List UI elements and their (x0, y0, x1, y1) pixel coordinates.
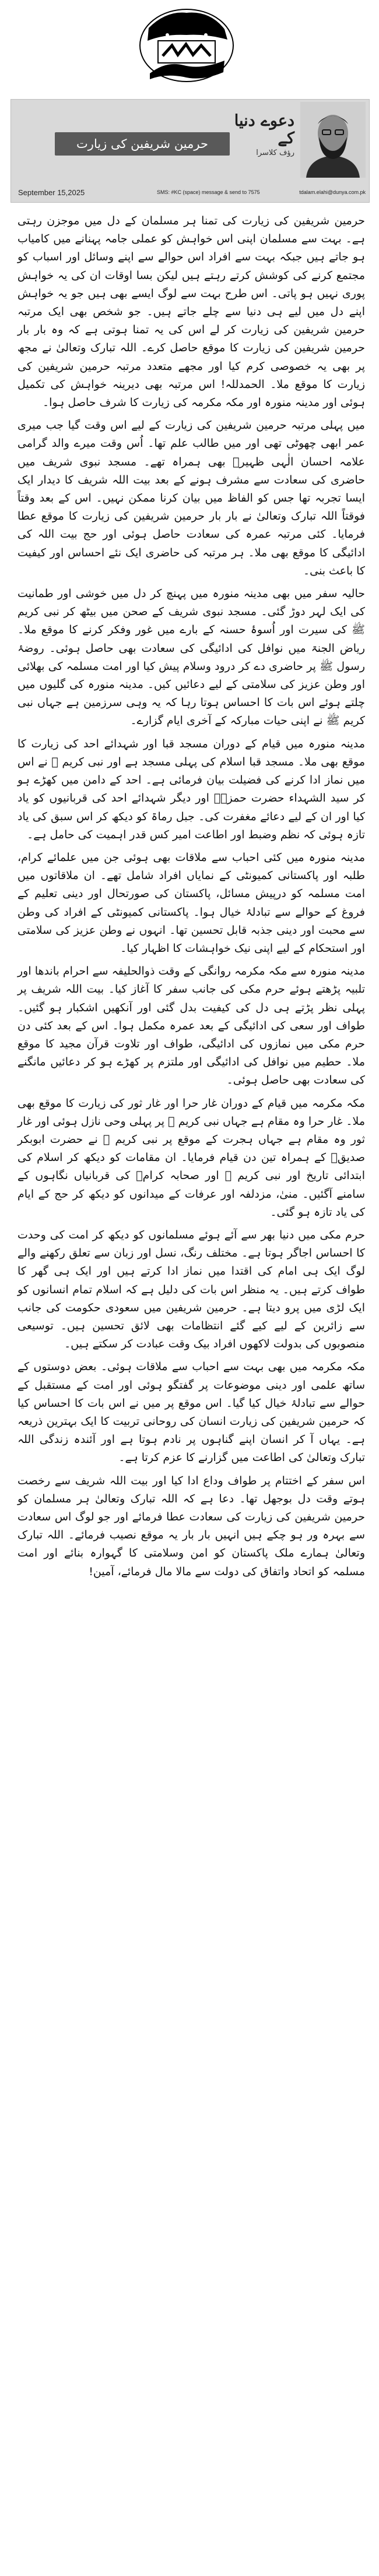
author-email[interactable]: tdalam.elahi@dunya.com.pk (299, 189, 366, 195)
article-paragraph: حالیہ سفر میں بھی مدینہ منورہ میں پہنچ کر دل میں خوشی اور طمانیت کی ایک لہر دوڑ گئی۔ مسجد نبوی شریف کے صحن میں بیٹھ کر نبی کریم ﷺ کی سیرت اور اُسوۂ حسنہ کے بارے میں غور وفکر کرنے کا موقع ملا۔ ریاض الجنۃ میں نوافل کی ادائیگی کی سعادت بھی حاصل ہوئی۔ روضۂ رسول ﷺ پر حاضری دے کر درود وسلام پیش کیا اور امت مسلمہ کی بھلائی اور وطن عزیز کی سلامتی کے لیے دعائیں کیں۔ مدینہ منورہ کی گلیوں میں چلتے ہوئے اس بات کا احساس ہوتا رہا کہ یہ وہی سرزمین ہے جہاں نبی کریم ﷺ نے اپنی حیات مبارکہ کے آخری ایام گزارے۔ (17, 587, 365, 728)
article-body (17, 212, 365, 1586)
author-portrait-image (300, 102, 366, 178)
article-paragraph: مکہ مکرمہ میں بھی بہت سے احباب سے ملاقات ہوئی۔ بعض دوستوں کے ساتھ علمی اور دینی موضوعات پر گفتگو ہوئی اور امت کے مستقبل کے حوالے سے تبادلۂ خیال کیا گیا۔ اس موقع پر میں نے اس بات کا احساس کیا کہ حرمین شریفین کی زیارت انسان کی روحانی تربیت کا ایک بہترین ذریعہ ہے۔ یہاں آ کر انسان اپنے گناہوں پر نادم ہوتا ہے اور آئندہ زندگی اللہ تبارک وتعالیٰ کی اطاعت میں گزارنے کا عزم کرتا ہے۔ (17, 1360, 365, 1465)
article-paragraph: مکہ مکرمہ میں قیام کے دوران غار حرا اور غار ثور کی زیارت کا موقع بھی ملا۔ غار حرا وہ مقام ہے جہاں نبی کریم ﷺ پر پہلی وحی نازل ہوئی اور غار ثور وہ مقام ہے جہاں ہجرت کے موقع پر نبی کریم ﷺ نے حضرت ابوبکر صدیقؓ کے ہمراہ تین دن قیام فرمایا۔ ان مقامات کو دیکھ کر اسلام کی ابتدائی تاریخ اور نبی کریم ﷺ اور صحابہ کرامؓ کی قربانیاں نگاہوں کے سامنے آگئیں۔ منیٰ، مزدلفہ اور عرفات کے میدانوں کو دیکھ کر حج کے ایام کی یاد تازہ ہو گئی۔ (17, 1096, 365, 1219)
publish-date: September 15,2025 (18, 188, 85, 197)
dunya-logo-graphic (137, 5, 236, 85)
article-paragraph: حرم مکی میں دنیا بھر سے آئے ہوئے مسلمانوں کو دیکھ کر امت کی وحدت کا احساس اجاگر ہوتا ہے۔ مختلف رنگ، نسل اور زبان سے تعلق رکھنے والے لوگ ایک ہی امام کی اقتدا میں نماز ادا کرتے ہیں اور ایک ہی گھر کا طواف کرتے ہیں۔ یہ منظر اس بات کی دلیل ہے کہ اسلام تمام انسانوں کو ایک لڑی میں پرو دیتا ہے۔ حرمین شریفین میں سعودی حکومت کی جانب سے زائرین کے لیے کیے گئے انتظامات بھی لائق تحسین ہیں۔ توسیعی منصوبوں کی بدولت لاکھوں افراد بیک وقت عبادت کر سکتے ہیں۔ (17, 1228, 365, 1351)
article-paragraph: مدینہ منورہ میں قیام کے دوران مسجد قبا اور شہدائے احد کی زیارت کا موقع بھی ملا۔ مسجد قبا اسلام کی پہلی مسجد ہے اور نبی کریم ﷺ نے اس میں نماز ادا کرنے کی فضیلت بیان فرمائی ہے۔ احد کے دامن میں کھڑے ہو کر سید الشہداء حضرت حمزہؓ اور دیگر شہدائے احد کی قربانیوں کو یاد کیا اور ان کے لیے دعائے مغفرت کی۔ جبل رماۃ کو دیکھ کر اس سبق کی یاد تازہ ہوئی کہ نظم وضبط اور اطاعت امیر کس قدر اہمیت کی حامل ہے۔ (17, 737, 365, 841)
author-portrait (300, 102, 366, 178)
column-brand: دعوے دنیا کے (234, 112, 294, 147)
article-paragraph: مدینہ منورہ سے مکہ مکرمہ روانگی کے وقت ذوالحلیفہ سے احرام باندھا اور تلبیہ پڑھتے ہوئے حرم مکی کی جانب سفر کا آغاز کیا۔ بیت اللہ شریف پر پہلی نظر پڑتے ہی دل کی کیفیت بدل گئی اور آنکھیں اشکبار ہو گئیں۔ طواف اور سعی کی ادائیگی کے بعد عمرہ مکمل ہوا۔ اس کے بعد کئی دن حرم مکی میں نمازوں کی ادائیگی، طواف اور تلاوت قرآن مجید کا موقع ملا۔ حطیم میں نوافل کی ادائیگی اور ملتزم پر کھڑے ہو کر دعائیں مانگنے کی سعادت بھی حاصل ہوئی۔ (17, 965, 365, 1087)
article-paragraph: حرمین شریفین کی زیارت کی تمنا ہر مسلمان کے دل میں موجزن رہتی ہے۔ بہت سے مسلمان اپنی اس خواہش کو عملی جامہ پہنانے میں کامیاب ہو جاتے ہیں جبکہ بہت سے افراد اس حوالے سے اپنے وسائل اور اسباب کو مجتمع کرنے کی کوشش کرتے رہتے ہیں لیکن بسا اوقات ان کی یہ خواہش پوری نہیں ہو پاتی۔ اس طرح بہت سے لوگ ایسے بھی ہیں جو یہ خواہش اپنے دل میں لیے ہی دنیا سے چلے جاتے ہیں۔ جو شخص بھی ایک مرتبہ حرمین شریفین کی زیارت کر لے اس کی یہ تمنا ہوتی ہے کہ وہ بار بار حرمین شریفین کی زیارت کا موقع حاصل کرے۔ اللہ تبارک وتعالیٰ نے مجھ پر بھی یہ خصوصی کرم کیا اور مجھے متعدد مرتبہ حرمین شریفین کی زیارت کا موقع ملا۔ الحمدللہ! اس مرتبہ بھی دیرینہ خواہش کی تکمیل ہوئی اور مدینہ منورہ اور مکہ مکرمہ کی زیارت کا شرف حاصل ہوا۔ (17, 214, 365, 410)
dunya-logo (137, 5, 236, 85)
column-meta (11, 181, 369, 201)
article-paragraph: اس سفر کے اختتام پر طواف وداع ادا کیا اور بیت اللہ شریف سے رخصت ہوتے وقت دل بوجھل تھا۔ دعا ہے کہ اللہ تبارک وتعالیٰ ہر مسلمان کو حرمین شریفین کی زیارت کی سعادت عطا فرمائے اور جو لوگ اس سعادت سے بہرہ ور ہو چکے ہیں انہیں بار بار یہ موقع نصیب فرمائے۔ اللہ تبارک وتعالیٰ ہمارے ملک پاکستان کو امن وسلامتی کا گہوارہ بنائے اور امت مسلمہ کو اتحاد واتفاق کی دولت سے مالا مال فرمائے، آمین! (17, 1474, 365, 1578)
sms-info: SMS: #KC (space) message & send to 7575 (157, 189, 260, 195)
column-author: رؤف کلاسرا (256, 149, 294, 157)
column-header (10, 99, 370, 203)
article-paragraph: میں پہلی مرتبہ حرمین شریفین کی زیارت کے لیے اس وقت گیا جب میری عمر ابھی چھوٹی تھی اور میں طالب علم تھا۔ اُس وقت میرے والد گرامی علامہ احسان الٰہی ظہیرؒ بھی ہمراہ تھے۔ مسجد نبوی شریف میں حاضری کی سعادت سے مشرف ہونے کے بعد بیت اللہ شریف کا دیدار ایک ایسا تجربہ تھا جس کو الفاظ میں بیان کرنا ممکن نہیں۔ اس کے بعد وقتاً فوقتاً اللہ تبارک وتعالیٰ نے بار بار حرمین شریفین کی زیارت کا موقع عطا فرمایا۔ کئی مرتبہ عمرہ کی سعادت حاصل ہوئی اور حج بیت اللہ کی ادائیگی کا موقع بھی ملا۔ ہر مرتبہ کی حاضری ایک نئے احساس اور کیفیت کا باعث بنی۔ (17, 419, 365, 577)
masthead (0, 0, 379, 93)
article-paragraph: مدینہ منورہ میں کئی احباب سے ملاقات بھی ہوئی جن میں علمائے کرام، طلبہ اور پاکستانی کمیونٹی کے نمایاں افراد شامل تھے۔ ان ملاقاتوں میں امت مسلمہ کو درپیش مسائل، پاکستان کی صورتحال اور دینی تعلیم کے فروغ کے حوالے سے تبادلۂ خیال ہوا۔ پاکستانی کمیونٹی کے افراد کی وطن سے محبت اور دینی جذبہ قابل تحسین تھا۔ انہوں نے وطن عزیز کی سلامتی اور استحکام کے لیے اپنی نیک خواہشات کا اظہار کیا۔ (17, 851, 365, 955)
column-title: حرمین شریفین کی زیارت (55, 132, 230, 156)
